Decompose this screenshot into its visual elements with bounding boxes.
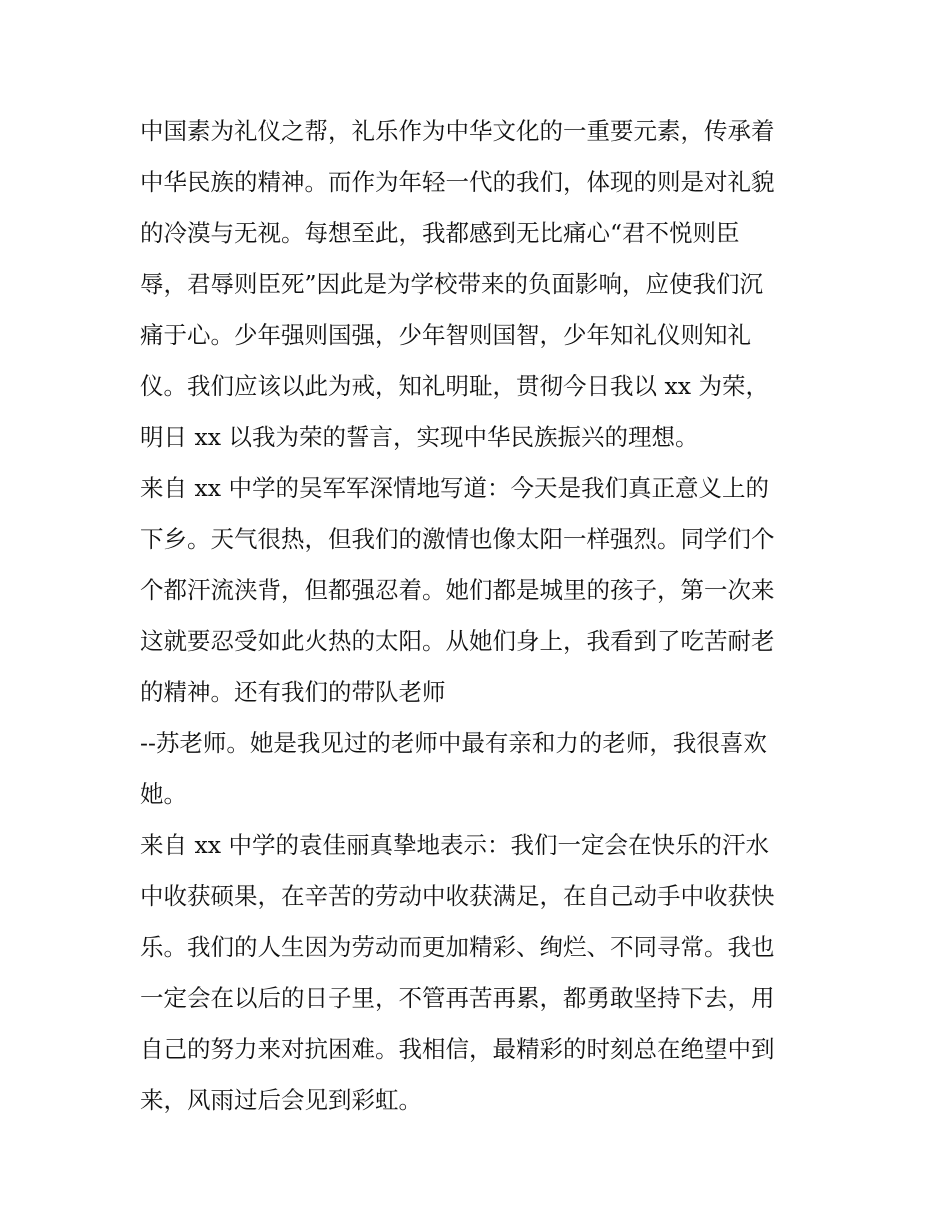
text-line: 一定会在以后的日子里，不管再苦再累，都勇敢坚持下去，用	[140, 984, 775, 1012]
text-line: 仪。我们应该以此为戒，知礼明耻，贯彻今日我以 xx 为荣，	[140, 372, 769, 400]
text-line: 的冷漠与无视。每想至此，我都感到无比痛心“君不悦则臣	[140, 219, 740, 247]
text-line: 来自 xx 中学的吴军军深情地写道：今天是我们真正意义上的	[140, 474, 769, 502]
text-line: 中华民族的精神。而作为年轻一代的我们，体现的则是对礼貌	[140, 168, 775, 196]
text-line: 来，风雨过后会见到彩虹。	[140, 1086, 422, 1114]
text-line: 明日 xx 以我为荣的誓言，实现中华民族振兴的理想。	[140, 423, 699, 451]
text-line: 乐。我们的人生因为劳动而更加精彩、绚烂、不同寻常。我也	[140, 933, 775, 961]
text-line: 来自 xx 中学的袁佳丽真挚地表示：我们一定会在快乐的汗水	[140, 831, 769, 859]
text-line: 中国素为礼仪之帮，礼乐作为中华文化的一重要元素，传承着	[140, 117, 775, 145]
text-line: 辱，君辱则臣死”因此是为学校带来的负面影响，应使我们沉	[140, 270, 764, 298]
text-line: 下乡。天气很热，但我们的激情也像太阳一样强烈。同学们个	[140, 525, 775, 553]
text-line: 中收获硕果，在辛苦的劳动中收获满足，在自己动手中收获快	[140, 882, 775, 910]
text-line: 自己的努力来对抗困难。我相信，最精彩的时刻总在绝望中到	[140, 1035, 775, 1063]
text-line: 这就要忍受如此火热的太阳。从她们身上，我看到了吃苦耐老	[140, 627, 775, 655]
text-line: 痛于心。少年强则国强，少年智则国智，少年知礼仪则知礼	[140, 321, 751, 349]
text-line: 的精神。还有我们的带队老师	[140, 678, 446, 706]
text-line: 个都汗流浃背，但都强忍着。她们都是城里的孩子，第一次来	[140, 576, 775, 604]
text-line: 她。	[140, 780, 187, 808]
text-line: --苏老师。她是我见过的老师中最有亲和力的老师，我很喜欢	[140, 729, 767, 757]
body-text	[140, 106, 820, 1126]
